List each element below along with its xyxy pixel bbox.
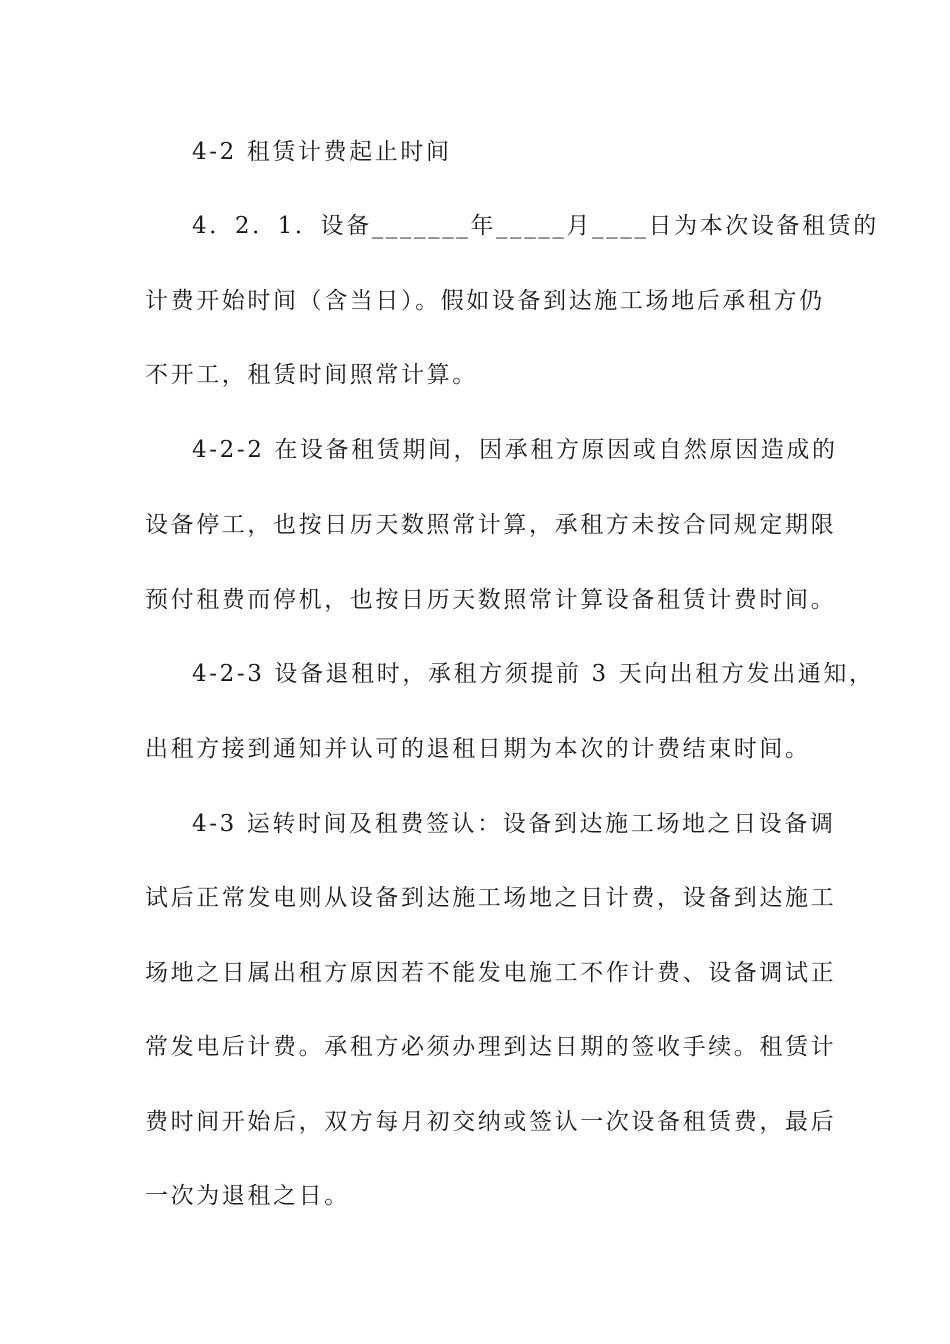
paragraph-line: 4-3 运转时间及租费签认：设备到达施工场地之日设备调	[192, 811, 836, 837]
paragraph-line: 设备停工，也按日历天数照常计算，承租方未按合同规定期限	[145, 512, 837, 538]
paragraph-line: 场地之日属出租方原因若不能发电施工不作计费、设备调试正	[145, 960, 837, 986]
paragraph-line: 4-2-2 在设备租赁期间，因承租方原因或自然原因造成的	[192, 437, 838, 463]
paragraph-line: 4．2．1．设备_______年_____月____日为本次设备租赁的	[192, 213, 879, 239]
section-heading-4-2: 4-2 租赁计费起止时间	[192, 139, 452, 165]
paragraph-line: 费时间开始后，双方每月初交纳或签认一次设备租赁费，最后	[145, 1109, 837, 1135]
paragraph-line: 预付租费而停机，也按日历天数照常计算设备租赁计费时间。	[145, 587, 837, 613]
paragraph-line: 不开工，租赁时间照常计算。	[145, 362, 478, 388]
paragraph-line: 试后正常发电则从设备到达施工场地之日计费，设备到达施工	[145, 885, 837, 911]
paragraph-line: 出租方接到通知并认可的退租日期为本次的计费结束时间。	[145, 736, 811, 762]
paragraph-line: 常发电后计费。承租方必须办理到达日期的签收手续。租赁计	[145, 1034, 837, 1060]
paragraph-line: 4-2-3 设备退租时，承租方须提前 3 天向出租方发出通知，	[192, 661, 875, 687]
paragraph-line: 一次为退租之日。	[145, 1183, 350, 1209]
paragraph-line: 计费开始时间（含当日）。假如设备到达施工场地后承租方仍	[145, 288, 825, 314]
